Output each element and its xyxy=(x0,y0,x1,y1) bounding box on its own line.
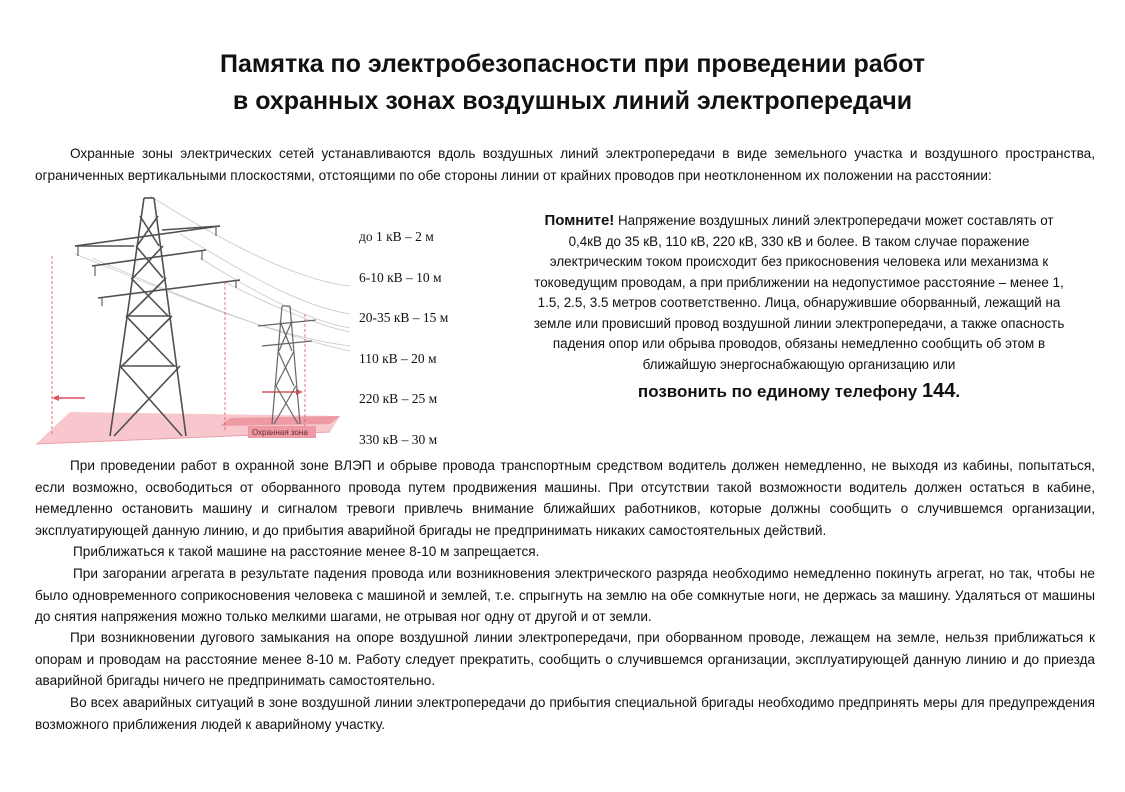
zone-arrows xyxy=(52,389,303,401)
zone-label: Охранная зона xyxy=(252,428,308,437)
arc-paragraph: При возникновении дугового замыкания на опоре воздушной линии электропередачи, при оборванном проводе, лежащем на земле, нельзя приближаться к опорам и проводам на расстояние менее 8-10 м. Работу следует прекратить, сообщить о случившемся организации, эксплуатирующей данную линию и до приезда аварийной бригады ничего не предпринимать самостоятельно. xyxy=(35,630,1095,688)
call-period: . xyxy=(955,382,961,401)
distance-item: 220 кВ – 25 м xyxy=(359,391,438,406)
fire-paragraph: При загорании агрегата в результате падения провода или возникновения электрического разряда необходимо немедленно покинуть агрегат, но так, чтобы не было одновременного соприкосновения человека с машиной и землей, т.е. спрыгнуть на землю на обе сомкнутые ноги, не держась за машину. Удаляться от машины до снятия напряжения можно только мелкими шагами, не отрывая ног одну от другой и от земли. xyxy=(35,566,1095,624)
small-tower-icon xyxy=(258,306,316,424)
remember-notice xyxy=(530,211,1068,408)
remember-lead: Помните! xyxy=(544,212,615,229)
title-line-2: в охранных зонах воздушных линий электропередачи xyxy=(232,87,913,115)
title-line-1: Памятка по электробезопасности при проведении работ xyxy=(220,50,925,78)
distance-list xyxy=(359,217,448,460)
driver-paragraph: При проведении работ в охранной зоне ВЛЭП и обрыве провода транспортным средством водитель должен немедленно, не выходя из кабины, попытаться, если возможно, освободиться от оборванного провода путем продвижения машины. При отсутствии такой возможности водитель должен остаться в кабине, немедленно остановить машину и сигналом тревоги привлечь внимание ближайших работников, которые должны сообщить о случившемся организации, эксплуатирующей данную линию, и до прибытия аварийной бригады не предпринимать никаких самостоятельных действий. xyxy=(35,458,1095,538)
distance-item: 330 кВ – 30 м xyxy=(359,431,438,447)
distance-item: 20-35 кВ – 15 м xyxy=(359,310,449,325)
intro-paragraph: Охранные зоны электрических сетей устанавливаются вдоль воздушных линий электропередачи в виде земельного участка и воздушного пространства, ограниченных вертикальными плоскостями, отстоящими по обе стороны линии от крайних проводов при неотклоненном их положении на расстоянии: xyxy=(35,146,1095,183)
distance-item: 110 кВ – 20 м xyxy=(359,350,437,366)
call-phone-row xyxy=(530,375,1068,408)
page-title xyxy=(0,46,1125,120)
distance-item: до 1 кВ – 2 м xyxy=(359,229,434,244)
phone-number: 144 xyxy=(921,380,956,402)
large-tower-icon xyxy=(75,198,240,436)
distance-item: 6-10 кВ – 10 м xyxy=(359,269,442,285)
call-text: позвонить по единому телефону xyxy=(637,382,922,401)
emergency-paragraph: Во всех аварийных ситуаций в зоне воздушной линии электропередачи до прибытия специальной бригады необходимо предпринять меры для предупреждения возможного приближения людей к аварийному участку. xyxy=(35,695,1095,732)
remember-text: Напряжение воздушных линий электропередачи может составлять от 0,4кВ до 35 кВ, 110 кВ, 220 кВ, 330 кВ и более. В таком случае поражение электрическим током происходит без прикосновения человека или механизма к токоведущим проводам, а при приближении на недопустимое расстояние – менее 1, 1.5, 2.5, 3.5 метров соответственно. Лица, обнаружившие оборванный, лежащий на земле или провисший провод воздушной линии электропередачи, а также опасность падения опор или обрыва проводов, обязаны немедленно сообщить об этом в ближайшую энергоснабжающую организацию или xyxy=(533,213,1065,372)
wires xyxy=(75,196,350,351)
approach-paragraph: Приближаться к такой машине на расстояние менее 8-10 м запрещается. xyxy=(73,544,540,559)
protection-zone-illustration xyxy=(30,186,350,456)
